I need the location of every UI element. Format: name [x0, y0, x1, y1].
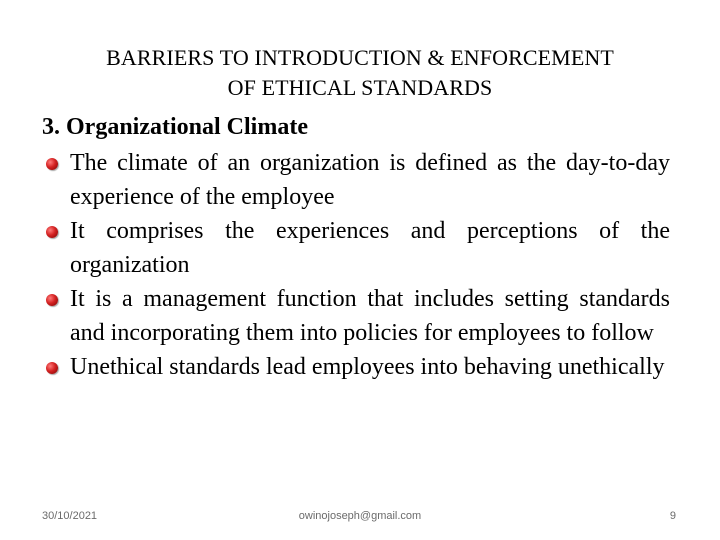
bullet-text: The climate of an organization is defined as the day-to-day experience of the employee [70, 150, 670, 210]
red-sphere-bullet-icon [46, 294, 58, 306]
red-sphere-bullet-icon [46, 158, 58, 170]
red-sphere-bullet-icon [46, 362, 58, 374]
bullet-text: It comprises the experiences and perceptions of the organization [70, 218, 670, 278]
bullet-list [42, 146, 670, 384]
red-sphere-bullet-icon [46, 226, 58, 238]
section-heading: 3. Organizational Climate [42, 114, 308, 140]
footer-email: owinojoseph@gmail.com [298, 510, 422, 522]
bullet-text: It is a management function that includes setting standards and incorporating them into policies for employees to follow [70, 286, 670, 346]
slide-title [20, 43, 700, 103]
bullet-item [42, 282, 670, 350]
footer-page-number: 9 [669, 510, 676, 522]
bullet-item [42, 350, 670, 384]
slide-title-line-2: OF ETHICAL STANDARDS [227, 74, 493, 100]
slide-content [42, 110, 670, 384]
slide-title-line-1: BARRIERS TO INTRODUCTION & ENFORCEMENT [106, 44, 614, 70]
footer-date: 30/10/2021 [42, 510, 98, 522]
bullet-item [42, 214, 670, 282]
bullet-item [42, 146, 670, 214]
bullet-text: Unethical standards lead employees into behaving unethically [70, 354, 665, 380]
